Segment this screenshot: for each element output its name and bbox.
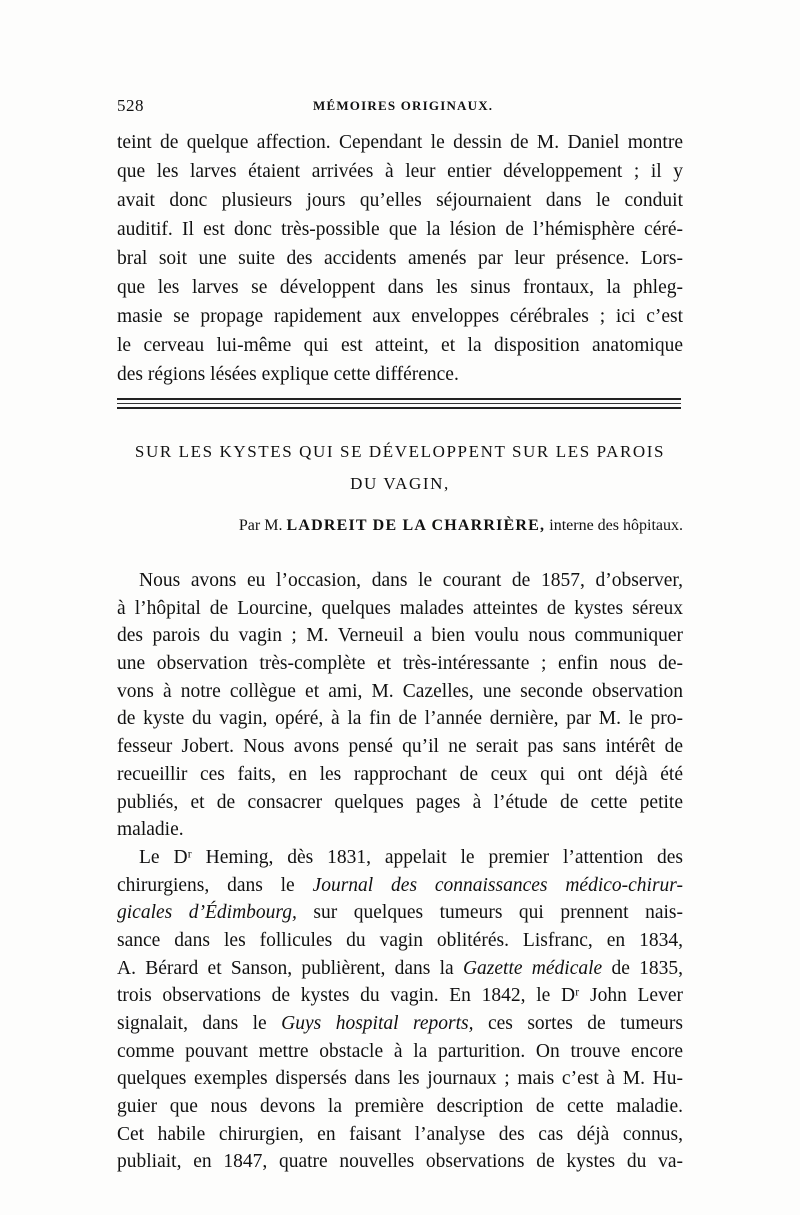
text-line: le cerveau lui-même qui est atteint, et la disposition anatomique — [117, 335, 683, 356]
text-line — [117, 872, 683, 900]
text-line: Le Dʳ Heming, dès 1831, appelait le premier l’attention des — [139, 846, 683, 868]
text-line — [117, 899, 683, 927]
byline — [117, 517, 683, 535]
text-run: ces sortes de tumeurs — [473, 1013, 683, 1034]
text-run: sur quelques tumeurs qui prennent nais- — [296, 902, 684, 924]
text-line: sance dans les follicules du vagin oblitérés. Lisfranc, en 1834, — [117, 929, 683, 951]
text-line: vons à notre collègue et ami, M. Cazelles, une seconde observation — [117, 680, 683, 702]
text-line: des régions lésées explique cette différence. — [117, 364, 459, 385]
article-title — [117, 436, 683, 500]
journal-title: gicales d’Édimbourg, — [117, 902, 297, 924]
byline-suffix: interne des hôpitaux. — [549, 517, 683, 534]
text-run: A. Bérard et Sanson, publièrent, dans la — [117, 957, 463, 979]
text-line: quelques exemples dispersés dans les journaux ; mais c’est à M. Hu- — [117, 1068, 683, 1090]
section-divider — [117, 403, 681, 404]
byline-prefix: Par M. — [238, 517, 283, 534]
text-line — [117, 955, 683, 983]
section-divider — [117, 398, 681, 400]
text-line: trois observations de kystes du vagin. En 1842, le Dʳ John Lever — [117, 985, 683, 1007]
text-line: comme pouvant mettre obstacle à la parturition. On trouve encore — [117, 1040, 683, 1062]
text-line: maladie. — [117, 819, 184, 841]
article-title-line: SUR LES KYSTES QUI SE DÉVELOPPENT SUR LES PAROIS — [134, 442, 666, 461]
text-line: que les larves se développent dans les sinus frontaux, la phleg- — [117, 277, 683, 298]
journal-title: Gazette médicale — [462, 957, 603, 979]
article-body — [117, 567, 683, 1176]
text-line: publiés, et de consacrer quelques pages à l’étude de cette petite — [117, 791, 683, 813]
text-line: fesseur Jobert. Nous avons pensé qu’il ne serait pas sans intérêt de — [117, 736, 683, 758]
text-line: publiait, en 1847, quatre nouvelles observations de kystes du va- — [117, 1151, 683, 1173]
text-line: de kyste du vagin, opéré, à la fin de l’année dernière, par M. le pro- — [117, 708, 683, 730]
text-line: Nous avons eu l’occasion, dans le courant de 1857, d’observer, — [139, 570, 683, 591]
article-title-line: DU VAGIN, — [350, 474, 450, 493]
running-header — [117, 96, 683, 120]
text-line: à l’hôpital de Lourcine, quelques malades atteintes de kystes séreux — [117, 597, 683, 619]
text-line: guier que nous devons la première description de cette maladie. — [117, 1096, 683, 1118]
text-line — [117, 1010, 683, 1038]
text-line: masie se propage rapidement aux enveloppes cérébrales ; ici c’est — [117, 306, 683, 327]
text-line: une observation très-complète et très-intéressante ; enfin nous de- — [117, 653, 683, 675]
author-name: LADREIT DE LA CHARRIÈRE, — [286, 517, 546, 534]
text-line: auditif. Il est donc très-possible que la lésion de l’hémisphère céré- — [117, 219, 683, 240]
text-line: que les larves étaient arrivées à leur entier développement ; il y — [117, 161, 683, 182]
journal-title: Guys hospital reports, — [281, 1013, 474, 1034]
page-number: 528 — [117, 96, 144, 115]
journal-title: Journal des connaissances médico-chirur- — [312, 874, 683, 896]
text-run: chirurgiens, dans le — [117, 874, 313, 896]
text-line: Cet habile chirurgien, en faisant l’analyse des cas déjà connus, — [117, 1123, 683, 1145]
text-line: des parois du vagin ; M. Verneuil a bien voulu nous communiquer — [117, 625, 683, 647]
section-divider — [117, 407, 681, 409]
text-line: avait donc plusieurs jours qu’elles séjournaient dans le conduit — [117, 190, 683, 211]
text-run: de 1835, — [602, 957, 684, 979]
previous-article-ending — [117, 128, 683, 389]
running-title: MÉMOIRES ORIGINAUX. — [313, 98, 494, 113]
text-line: recueillir ces faits, en les rapprochant de ceux qui ont déjà été — [117, 763, 683, 785]
text-line: bral soit une suite des accidents amenés par leur présence. Lors- — [117, 248, 683, 269]
text-line: teint de quelque affection. Cependant le dessin de M. Daniel montre — [117, 132, 683, 153]
text-run: signalait, dans le — [117, 1013, 282, 1034]
